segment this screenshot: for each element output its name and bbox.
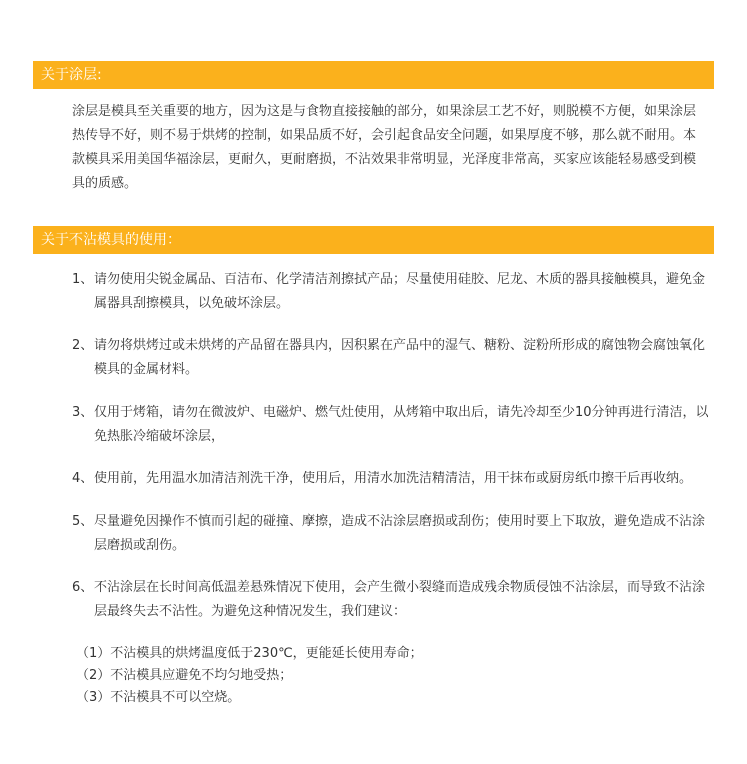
recommendation-item: （2）不沾模具应避免不均匀地受热； [76,668,293,683]
coating-description: 涂层是模具至关重要的地方，因为这是与食物直接接触的部分，如果涂层工艺不好，则脱模不方便，如果涂层热传导不好，则不易于烘烤的控制，如果品质不好，会引起食品安全问题，如果厚度不够，那么就不耐用。本款模具采用美国华福涂层，更耐久，更耐磨损，不沾效果非常明显，光泽度非常高，买家应该能轻易感受到模具的质感。 [72,104,697,191]
usage-item-number: 4、 [72,471,94,486]
usage-item-text: 尽量避免因操作不慎而引起的碰撞、摩擦，造成不沾涂层磨损或刮伤；使用时要上下取放，避免造成不沾涂层磨损或刮伤。 [94,514,706,553]
usage-item-number: 1、 [72,272,94,287]
recommendation-item: （3）不沾模具不可以空烧。 [76,690,241,705]
usage-item [72,334,712,382]
usage-item [72,510,712,558]
usage-item-number: 6、 [72,580,94,595]
recommendation-item: （1）不沾模具的烘烤温度低于230℃，更能延长使用寿命； [76,646,423,661]
usage-item-text: 仅用于烤箱，请勿在微波炉、电磁炉、燃气灶使用，从烤箱中取出后，请先冷却至少10分钟再进行清洁，以免热胀冷缩破坏涂层， [94,405,709,444]
usage-item-number: 3、 [72,405,94,420]
usage-item [72,401,712,449]
section-header-coating [33,61,714,89]
usage-item [72,576,712,624]
usage-item-text: 请勿使用尖锐金属品、百洁布、化学清洁剂擦拭产品；尽量使用硅胶、尼龙、木质的器具接触模具，避免金属器具刮擦模具，以免破坏涂层。 [94,272,706,311]
section-title-usage: 关于不沾模具的使用： [41,232,181,248]
usage-item-text: 不沾涂层在长时间高低温差悬殊情况下使用，会产生微小裂缝而造成残余物质侵蚀不沾涂层，而导致不沾涂层最终失去不沾性。为避免这种情况发生，我们建议： [94,580,706,619]
usage-item [72,467,712,491]
usage-item-text: 使用前，先用温水加清洁剂洗干净，使用后，用清水加洗洁精清洁，用干抹布或厨房纸巾擦干后再收纳。 [94,471,693,486]
usage-item-number: 5、 [72,514,94,529]
usage-item-number: 2、 [72,338,94,353]
section-header-usage [33,226,714,254]
usage-item-text: 请勿将烘烤过或未烘烤的产品留在器具内，因积累在产品中的湿气、糖粉、淀粉所形成的腐蚀物会腐蚀氧化模具的金属材料。 [94,338,706,377]
usage-item [72,268,712,316]
section-title-coating: 关于涂层: [41,67,102,83]
